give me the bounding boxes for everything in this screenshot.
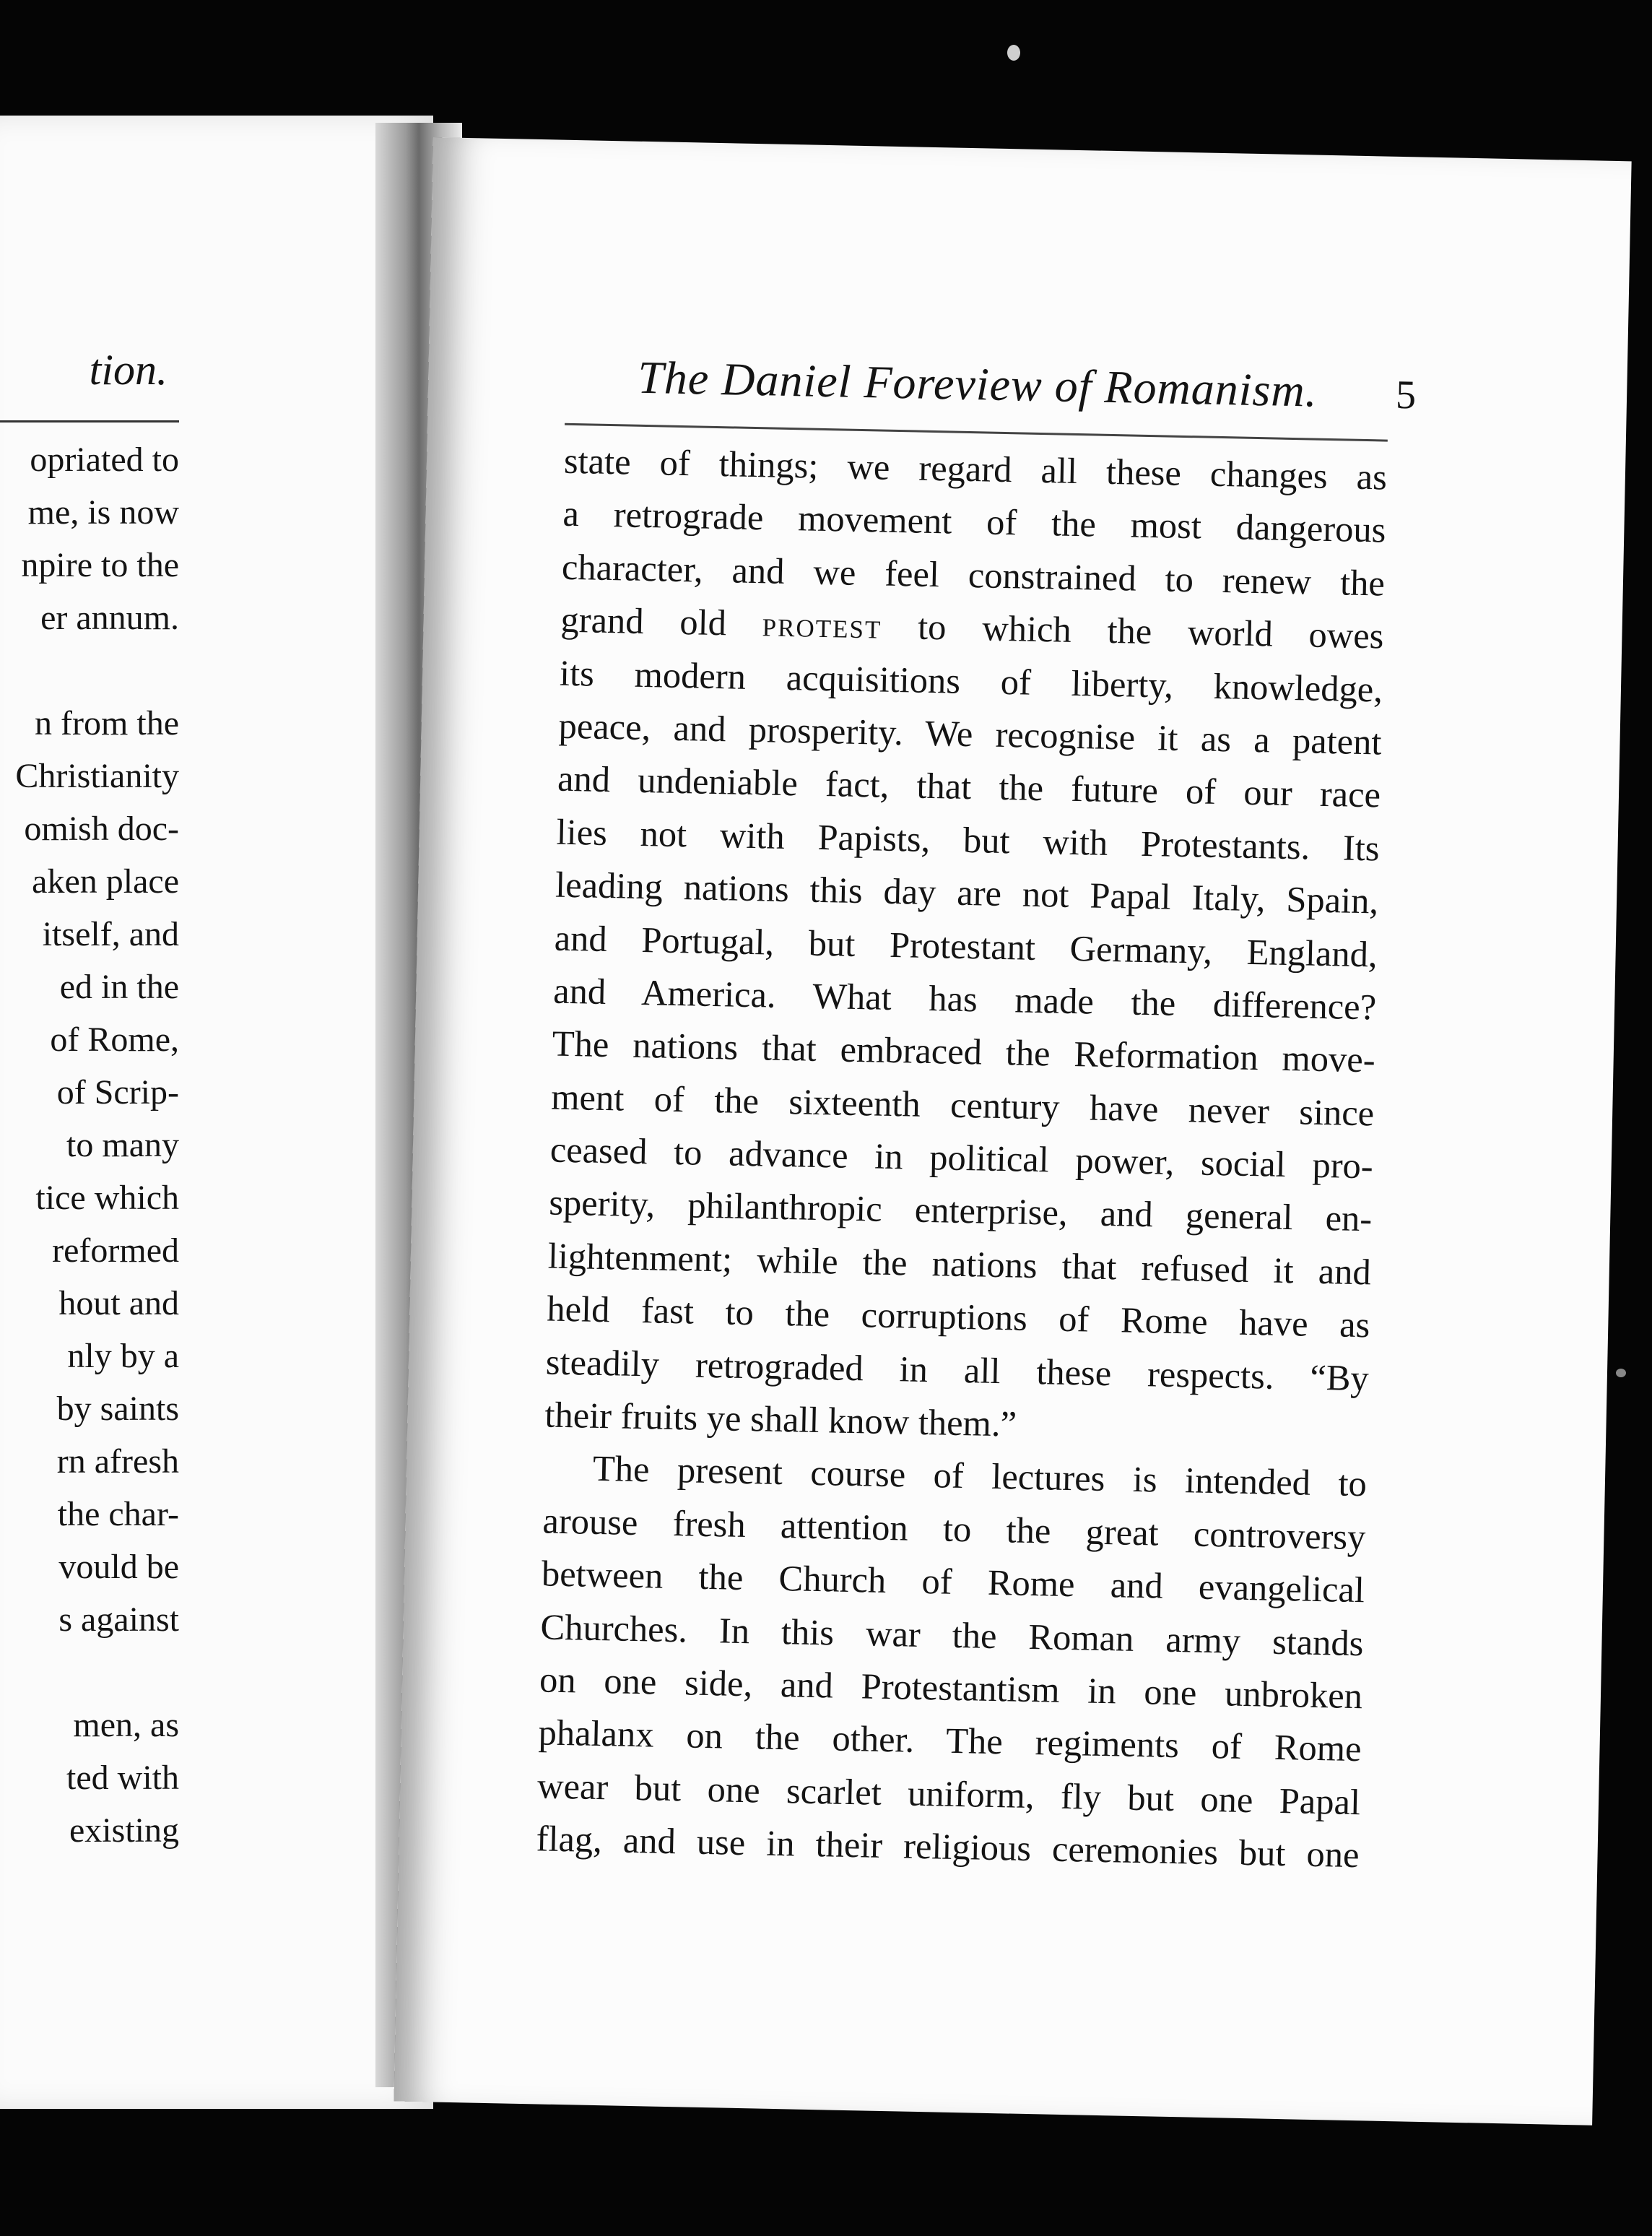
text-line: leading nations this day are not Papal Italy, Spain, <box>555 864 1379 922</box>
left-line: itself, and <box>42 915 179 953</box>
left-line: opriated to <box>30 441 179 479</box>
text-line: lies not with Papists, but with Protestants. Its <box>556 811 1381 869</box>
left-line: of Rome, <box>50 1020 179 1059</box>
left-line: n from the <box>35 704 179 742</box>
text-line: The nations that embraced the Reformation move- <box>552 1023 1376 1080</box>
dust-speck <box>1616 1369 1626 1377</box>
left-line <box>0 644 179 697</box>
text-fragment: grand old <box>560 599 763 644</box>
text-line: and undeniable fact, that the future of our race <box>557 758 1381 815</box>
text-line: a retrograde movement of the most dangerous <box>562 493 1386 550</box>
left-line: npire to the <box>21 546 179 584</box>
left-line: by saints <box>56 1390 179 1428</box>
text-fragment: to which the world owes <box>881 605 1384 656</box>
text-line: wear but one scarlet uniform, fly but one Papal <box>536 1765 1361 1822</box>
left-page <box>0 116 433 2109</box>
text-line: Churches. In this war the Roman army stands <box>540 1606 1364 1663</box>
left-line: men, as <box>73 1706 179 1744</box>
right-page <box>394 137 1631 2126</box>
text-line: arouse fresh attention to the great controversy <box>542 1500 1366 1558</box>
left-line: tice which <box>35 1179 179 1217</box>
text-line: their fruits ye shall know them.” <box>544 1394 1017 1444</box>
left-running-head: tion. <box>89 346 168 394</box>
text-line: peace, and prosperity. We recognise it as a patent <box>558 705 1383 763</box>
text-line: steadily retrograded in all these respects. “By <box>545 1341 1370 1398</box>
text-line: sperity, philanthropic enterprise, and general en- <box>548 1182 1373 1239</box>
left-line <box>0 1646 179 1699</box>
protest-smallcaps: protest <box>762 603 882 646</box>
text-line: held fast to the corruptions of Rome have as <box>546 1288 1370 1346</box>
left-header-rule <box>0 420 179 422</box>
left-line: hout and <box>58 1284 179 1322</box>
left-line: s against <box>58 1600 179 1639</box>
left-line: to many <box>66 1126 179 1164</box>
text-line: lightenment; while the nations that refused it and <box>547 1235 1372 1293</box>
left-line: ed in the <box>59 968 179 1006</box>
text-line: state of things; we regard all these changes as <box>563 440 1388 498</box>
page-number: 5 <box>1395 372 1417 418</box>
text-line: between the Church of Rome and evangelical <box>541 1553 1365 1611</box>
text-line: ment of the sixteenth century have never since <box>550 1076 1375 1134</box>
left-line: omish doc- <box>24 810 179 848</box>
text-line: The present course of lectures is intended to <box>592 1448 1368 1504</box>
left-line: er annum. <box>40 599 179 637</box>
text-line: phalanx on the other. The regiments of Rome <box>538 1712 1362 1769</box>
dust-speck <box>1007 45 1020 61</box>
body-text <box>536 435 1388 1882</box>
left-line: the char- <box>57 1495 179 1533</box>
left-line: Christianity <box>15 757 179 795</box>
left-line: me, is now <box>27 493 179 532</box>
text-line: ceased to advance in political power, social pro- <box>549 1129 1374 1187</box>
running-head: The Daniel Foreview of Romanism. <box>637 351 1318 417</box>
text-line: and Portugal, but Protestant Germany, England, <box>554 917 1378 974</box>
left-line: of Scrip- <box>56 1073 179 1112</box>
left-text-block <box>0 433 179 1857</box>
text-line: on one side, and Protestantism in one unbroken <box>539 1659 1363 1717</box>
text-line: flag, and use in their religious ceremonies but one <box>536 1818 1360 1876</box>
text-line: character, and we feel constrained to renew the <box>561 546 1386 604</box>
left-line: ted with <box>66 1759 179 1797</box>
left-line: aken place <box>32 862 179 901</box>
left-line: existing <box>69 1811 179 1850</box>
left-line: vould be <box>58 1548 179 1586</box>
text-line: and America. What has made the difference? <box>552 970 1377 1028</box>
left-line: rn afresh <box>56 1442 179 1481</box>
left-line: reformed <box>52 1231 179 1270</box>
left-line: nly by a <box>67 1337 179 1375</box>
text-line: its modern acquisitions of liberty, knowledge, <box>559 652 1383 710</box>
